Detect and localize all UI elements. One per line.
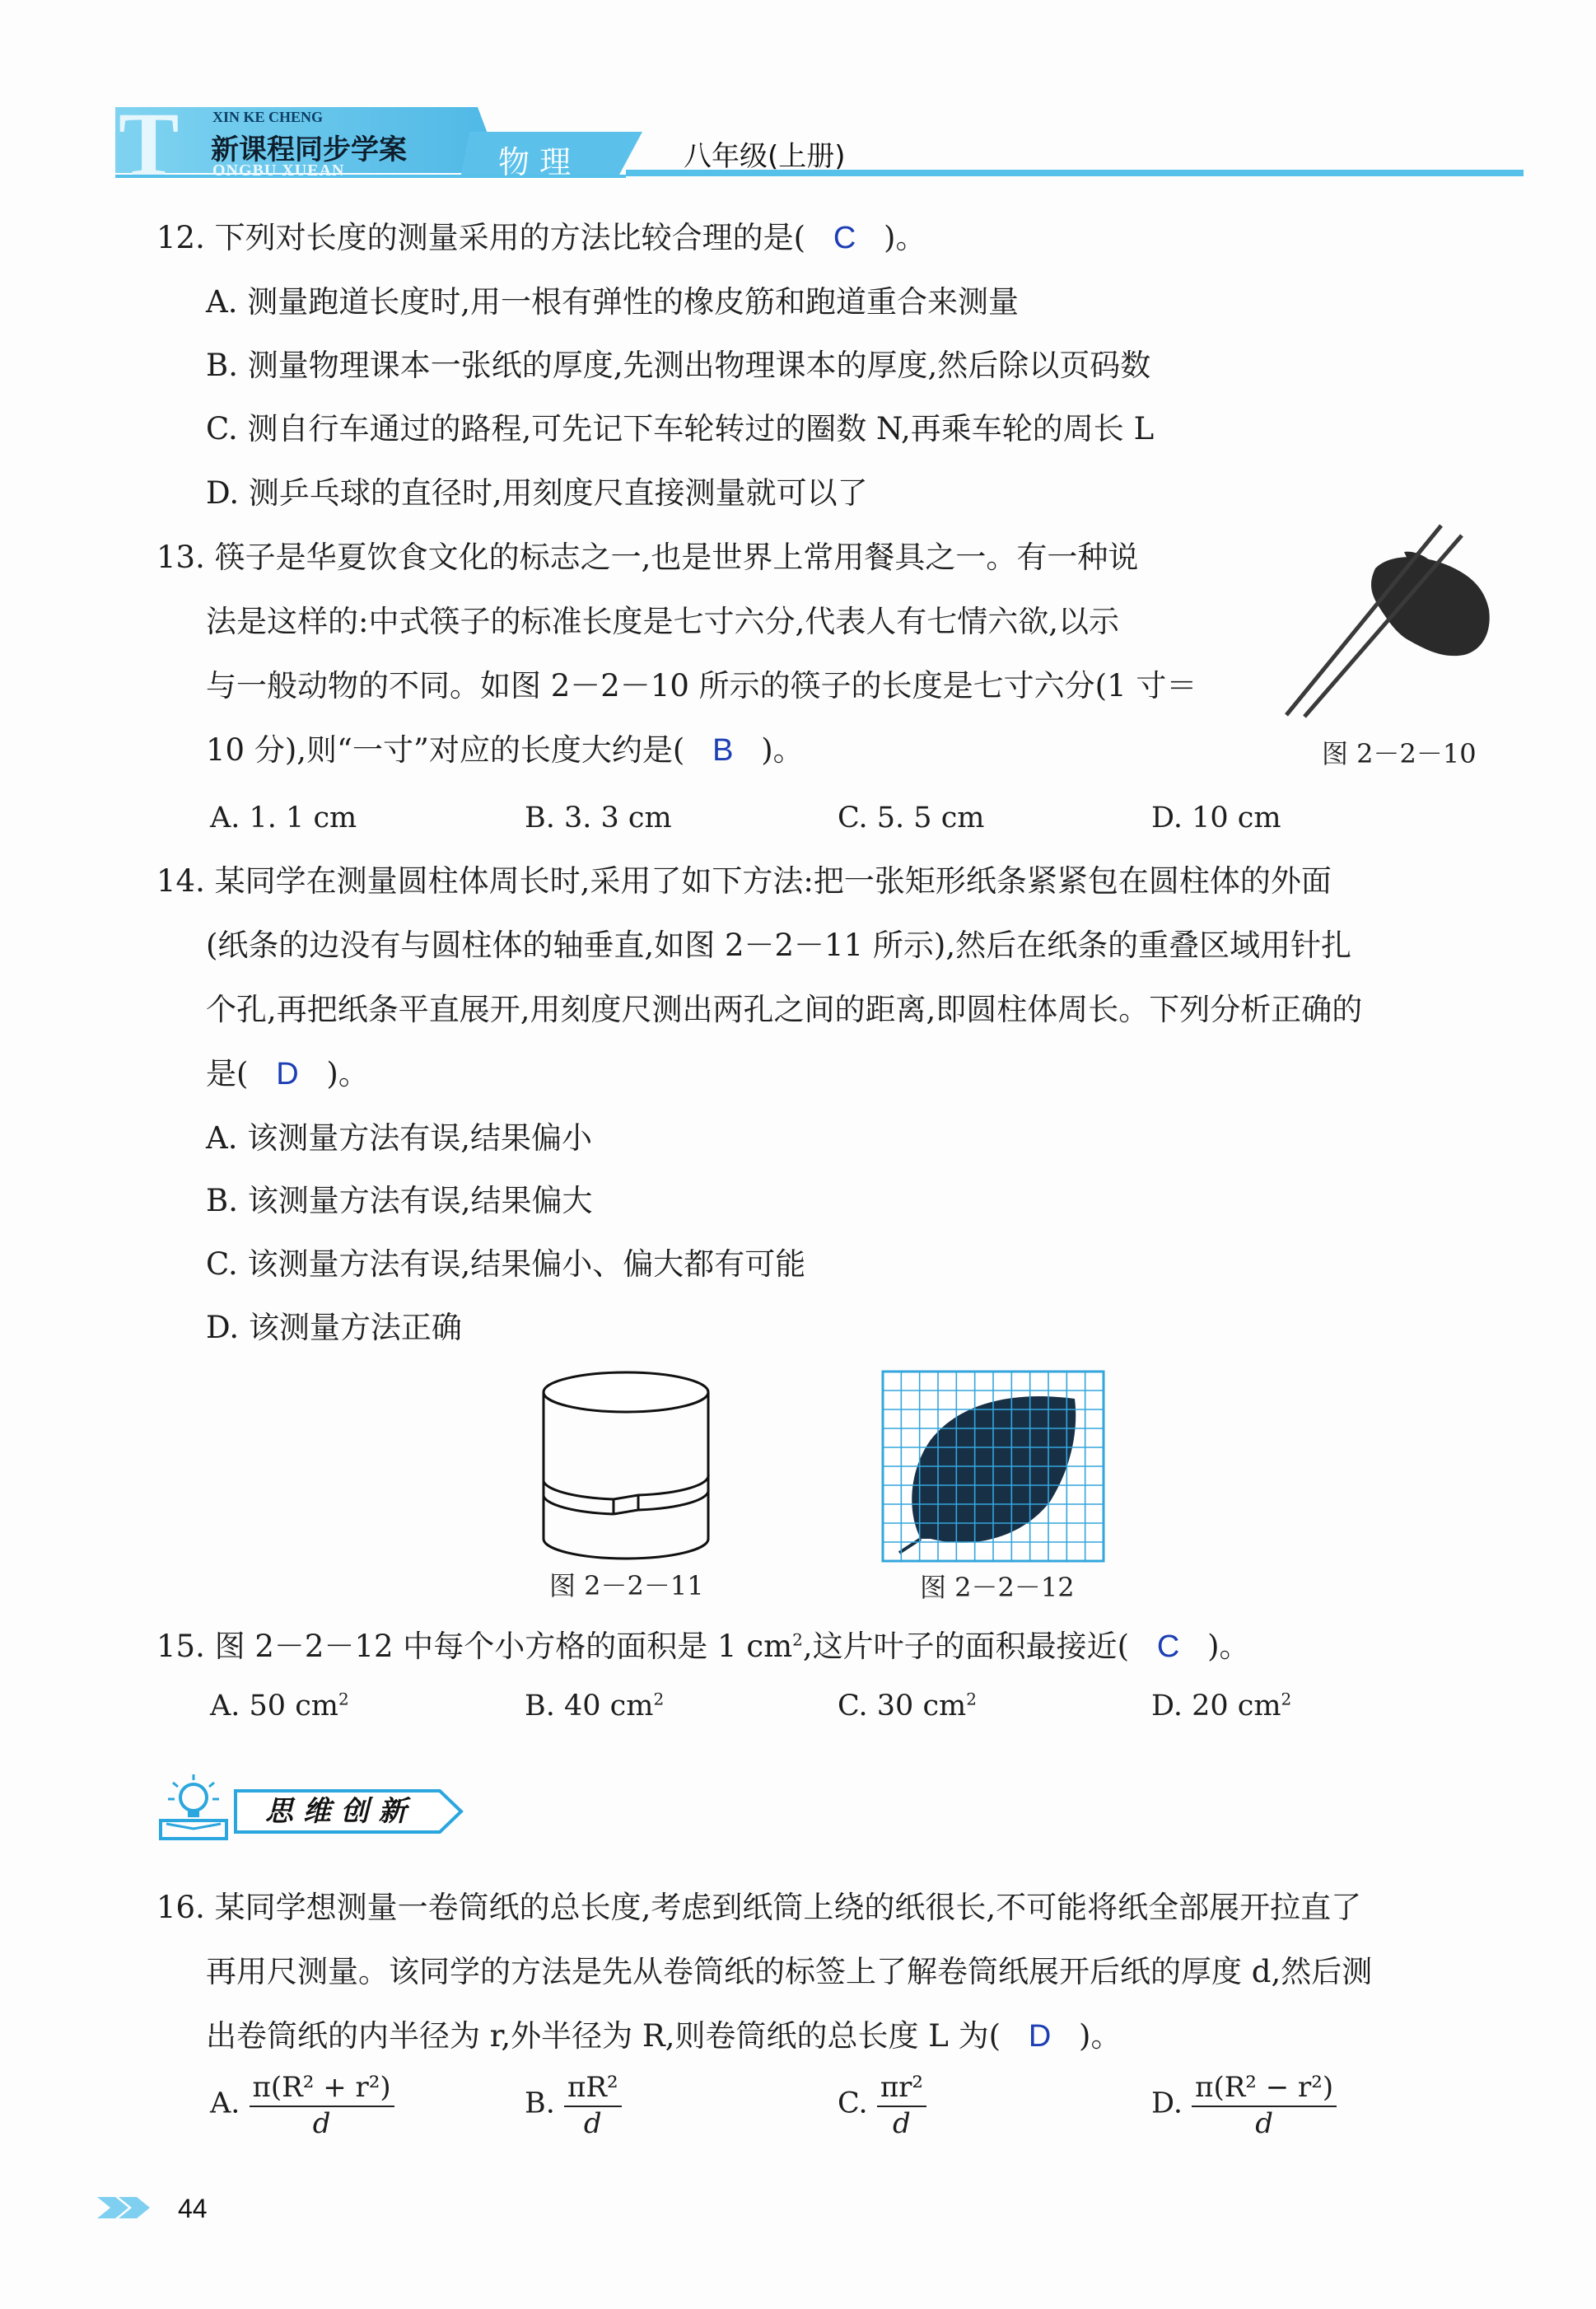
q15-option-b: B. 40 $cm^2$ [525,1689,665,1722]
q14-option-d: D. 该测量方法正确 [206,1310,462,1345]
grade-label: 八年级(上册) [684,140,846,173]
q13-answer: B [712,733,734,768]
q16-option-a: A. $\frac{\text{π(R² + r²)}}{d}$ [210,2069,394,2140]
q12-option-b: B. 测量物理课本一张纸的厚度,先测出物理课本的厚度,然后除以页码数 [206,348,1151,383]
q12-option-a: A. 测量跑道长度时,用一根有弹性的橡皮筋和跑道重合来测量 [206,284,1020,320]
subject-label: 物 理 [498,144,572,180]
q13-option-c: C. 5. 5 cm [838,802,985,834]
q13-line-1: 13. 筷子是华夏饮食文化的标志之一,也是世界上常用餐具之一。有一种说 [156,540,1139,575]
page-footer [97,2187,262,2228]
logo-title: 新课程同步学案 [211,133,407,166]
q16-line-1: 16. 某同学想测量一卷筒纸的总长度,考虑到纸筒上绕的纸很长,不可能将纸全部展开拉直了 [156,1890,1362,1925]
section-title: 思 维 创 新 [265,1795,407,1828]
q14-option-a: A. 该测量方法有误,结果偏小 [206,1120,593,1156]
q13-option-b: B. 3. 3 cm [525,802,672,834]
fig-2-2-11-caption: 图 2－2－11 [549,1570,704,1601]
q16-line-2: 再用尺测量。该同学的方法是先从卷筒纸的标签上了解卷筒纸展开后纸的厚度 d,然后测 [206,1954,1373,1989]
q14-line-3: 个孔,再把纸条平直展开,用刻度尺测出两孔之间的距离,即圆柱体周长。下列分析正确的 [206,992,1363,1027]
q14-line-1: 14. 某同学在测量圆柱体周长时,采用了如下方法:把一张矩形纸条紧紧包在圆柱体的外面 [156,863,1332,899]
q14-option-b: B. 该测量方法有误,结果偏大 [206,1183,593,1218]
q13-option-a: A. 1. 1 cm [210,802,357,834]
logo-top-text: XIN KE CHENG [212,109,324,125]
q16-option-b: B. $\frac{\text{πR²}}{d}$ [525,2069,622,2140]
q12-stem: 12. 下列对长度的测量采用的方法比较合理的是( C )。 [156,220,926,255]
q12-option-c: C. 测自行车通过的路程,可先记下车轮转过的圈数 N,再乘车轮的周长 L [206,411,1155,446]
q15-option-c: C. 30 $cm^2$ [838,1689,977,1722]
q16-line-3: 出卷筒纸的内半径为 r,外半径为 R,则卷筒纸的总长度 L 为( D )。 [206,2018,1122,2054]
double-arrow-icon [97,2194,163,2222]
q12-answer: C [833,221,856,255]
q14-line-2: (纸条的边没有与圆柱体的轴垂直,如图 2－2－11 所示),然后在纸条的重叠区域用针扎 [206,928,1352,963]
lightbulb-book-icon [158,1771,232,1845]
q15-stem: 15. 图 2－2－12 中每个小方格的面积是 1 $cm^2$,这片叶子的面积最接近( C )。 [156,1629,1250,1664]
q15-option-d: D. 20 $cm^2$ [1151,1689,1292,1722]
fig-2-2-12-caption: 图 2－2－12 [920,1572,1075,1603]
q12-option-d: D. 测乒乓球的直径时,用刻度尺直接测量就可以了 [206,475,868,511]
q16-option-a-fraction: $\frac{\text{π(R² + r²)}}{d}$ [250,2069,394,2140]
fig-2-2-10-caption: 图 2－2－10 [1322,738,1477,769]
section-banner [158,1771,471,1845]
q16-option-c: C. $\frac{\text{πr²}}{d}$ [838,2069,926,2140]
logo-letter: T [119,94,180,194]
q16-answer: D [1028,2019,1052,2054]
page-number: 44 [178,2194,208,2223]
cylinder-figure [535,1367,716,1565]
page-header [115,94,1524,194]
q13-option-d: D. 10 cm [1151,802,1281,834]
q15-answer: C [1156,1629,1180,1664]
q13-line-4: 10 分),则“一寸”对应的长度大约是( B )。 [206,732,804,768]
q14-line-4: 是( D )。 [206,1056,369,1091]
q16-option-b-fraction: $\frac{\text{πR²}}{d}$ [564,2069,622,2140]
leaf-grid-figure [881,1370,1105,1563]
q16-option-d-fraction: $\frac{\text{π(R² − r²)}}{d}$ [1192,2069,1337,2140]
q14-answer: D [276,1057,299,1091]
q16-option-c-fraction: $\frac{\text{πr²}}{d}$ [877,2069,926,2140]
q14-option-c: C. 该测量方法有误,结果偏小、偏大都有可能 [206,1246,806,1282]
chopsticks-figure [1268,519,1499,725]
logo-bottom-text: ONGBU XUEAN [212,161,345,180]
q15-option-a: A. 50 $cm^2$ [210,1689,349,1722]
q16-option-d: D. $\frac{\text{π(R² − r²)}}{d}$ [1151,2069,1337,2140]
q13-line-3: 与一般动物的不同。如图 2－2－10 所示的筷子的长度是七寸六分(1 寸＝ [206,668,1197,703]
q13-line-2: 法是这样的:中式筷子的标准长度是七寸六分,代表人有七情六欲,以示 [206,604,1119,639]
